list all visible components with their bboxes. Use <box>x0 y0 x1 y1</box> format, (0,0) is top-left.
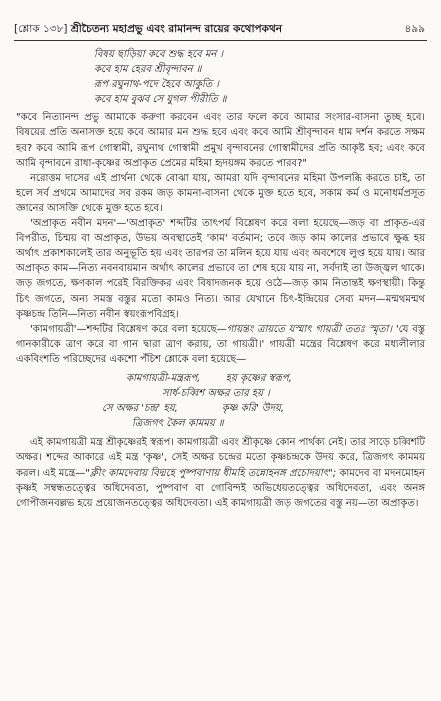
header-rule <box>14 40 427 41</box>
sanskrit-quote: গায়ন্তং ত্রায়তে যস্মাৎ গায়ত্রী ততঃ স্মৃতা। <box>226 323 393 335</box>
verse-block-1 <box>16 44 425 110</box>
verse-line <box>102 401 425 416</box>
verse-block-2 <box>16 367 425 435</box>
verse-line: সার্ধ-চব্বিশ অক্ষর তার হয় । <box>162 388 270 400</box>
chapter-running-title: শ্রীচৈতন্য মহাপ্রভু এবং রামানন্দ রায়ের কথোপকথন <box>70 23 283 35</box>
paragraph-text: 'যে বস্তু গানকারীকে ত্রাণ করে বা গান দ্বারা ত্রাণ করায়, তা গায়ত্রী।' গায়ত্রী মন্ত্রের বিশ্লেষণ করে মধ্যলীলার একবিংশতি পরিচ্ছেদের একশো পঁচিশ শ্লোকে বলা হয়েছে— <box>16 323 425 365</box>
paragraph-text: কামদেব বা মদনমোহন কৃষ্ণই সম্বন্ধতত্ত্বের অধিদেবতা, পুষ্পবাণ বা গোবিন্দই অভিধেয়তত্ত্বের অধিদেবতা, এবং অনঙ্গ গোপীজনবল্লভ হয়ে প্রয়োজনতত্ত্বের অধিদেবতা। এই কামগায়ত্রী জড় জগতের বস্তু নয়—তা অপ্রাকৃত। <box>16 467 425 509</box>
paragraph-text: এই কামগায়ত্রী মন্ত্র শ্রীকৃষ্ণেরই স্বরূপ। কামগায়ত্রী এবং শ্রীকৃষ্ণে কোন পার্থক্য নেই। তার সাড়ে চব্বিশটি অক্ষর। শব্দের আকারে এই মন্ত্র 'কৃষ্ণ', সেই অক্ষর চন্দ্রের মতো কৃষ্ণচন্দ্রকে উদয় করে, ত্রিজগৎ কামময় করল। এই মন্ত্রে— <box>16 437 425 479</box>
verse-phrase: কামগায়ত্রী-মন্ত্ররূপ, <box>126 372 201 384</box>
verse-line: রূপ রঘুনাথ-পদে হৈবে আকুতি । <box>94 79 219 91</box>
mantra-quote: "ক্লীং কামদেবায় বিদ্মহে পুষ্পবাণায় ধীমহি তন্নোহনঙ্গ প্রচোদয়াৎ"; <box>85 467 337 479</box>
paragraph-translation: "কবে নিত্যানন্দ প্রভু আমাকে করুণা করবেন এবং তার ফলে কবে আমার সংসার-বাসনা তুচ্ছ হবে। বিষয়ের প্রতি অনাসক্ত হয়ে কবে আমার মন শুদ্ধ হবে এবং কবে আমি শ্রীবৃন্দাবন ধাম দর্শন করতে সক্ষম হব? কবে আমি রূপ গোস্বামী, রঘুনাথ গোস্বামী প্রমুখ বৃন্দাবনের গোস্বামীদের প্রতি আকৃষ্ট হব; এবং কবে আমি বৃন্দাবনে রাধা-কৃষ্ণের অপ্রাকৃত প্রেমের মহিমা হৃদয়ঙ্গম করতে পারব?" <box>16 112 425 169</box>
paragraph-text: 'কামগায়ত্রী'—শব্দটির বিশ্লেষণ করে বলা হয়েছে— <box>30 323 227 335</box>
paragraph <box>16 322 425 367</box>
paragraph: 'অপ্রাকৃত নবীন মদন'—'অপ্রাকৃত' শব্দটির তাৎপর্য বিশ্লেষণ করে বলা হয়েছে—জড় বা প্রাকৃত-এর বিপরীত, চিন্ময় বা অপ্রাকৃত, উভয় অবস্থাতেই 'কাম' বর্তমান; তবে জড় কাম কালের প্রভাবে ক্ষুব্ধ হয় অর্থাৎ প্রকাশকালেই তার অনুভূতি হয় এবং তারপর তা মলিন হয়ে যায় এবং অবশেষে লুপ্ত হয়ে যায়। আর অপ্রাকৃত কাম—নিত্য নবনবায়মান অর্থাৎ কালের প্রভাবে তা শেষ হয়ে যায় না, সর্বদাই তা উজ্জ্বল থাকে। জড় জগতে, ক্ষণকাল পরেই বিরক্তিকর এবং বিষাদজনক হয়ে ওঠে—জড় কাম নিতান্তই ক্ষণস্থায়ী। কিন্তু চিৎ জগতে, অন্য সমস্ত বস্তুর মতো কামও নিত্য। আর যেখানে চিৎ-ইন্দ্রিয়ের সেব্য মদন—মন্মথমন্মথ কৃষ্ণচন্দ্র তিনি—নিত্য নবীন স্বয়ংরূপবিগ্রহ। <box>16 218 425 320</box>
paragraph: নরোত্তম দাসের এই প্রার্থনা থেকে বোঝা যায়, আমরা যদি বৃন্দাবনের মহিমা উপলব্ধি করতে চাই, তা হলে সর্ব প্রথমে আমাদের সব রকম জড় কামনা-বাসনা থেকে মুক্ত হতে হবে, সকাম কর্ম ও মনোধর্মপ্রসূত জ্ঞানের আসক্তি থেকে মুক্ত হতে হবে। <box>16 172 425 214</box>
verse-line: বিষয় ছাড়িয়া কবে শুদ্ধ হবে মন । <box>94 49 224 60</box>
page-body <box>16 44 425 511</box>
verse-line <box>126 371 425 386</box>
verse-line: কবে হাম বুঝব সে যুগল পীরীতি ॥ <box>94 94 227 106</box>
verse-phrase: কৃষ্ণ করি' উদয়, <box>221 403 285 415</box>
page-header <box>14 22 427 38</box>
page-number: ৪৯৯ <box>404 23 425 35</box>
header-left <box>14 22 282 39</box>
verse-phrase: হয় কৃষ্ণের স্বরূপ, <box>225 372 292 384</box>
paragraph <box>16 435 425 510</box>
verse-reference: [শ্লোক ১৩৮] <box>14 23 68 35</box>
verse-line: ত্রিজগৎ কৈল কামময় ॥ <box>132 418 224 430</box>
verse-phrase: সে অক্ষর 'চন্দ্র' হয়, <box>102 403 178 415</box>
verse-line: কবে হাম হেরব শ্রীবৃন্দাবন ॥ <box>94 64 202 76</box>
